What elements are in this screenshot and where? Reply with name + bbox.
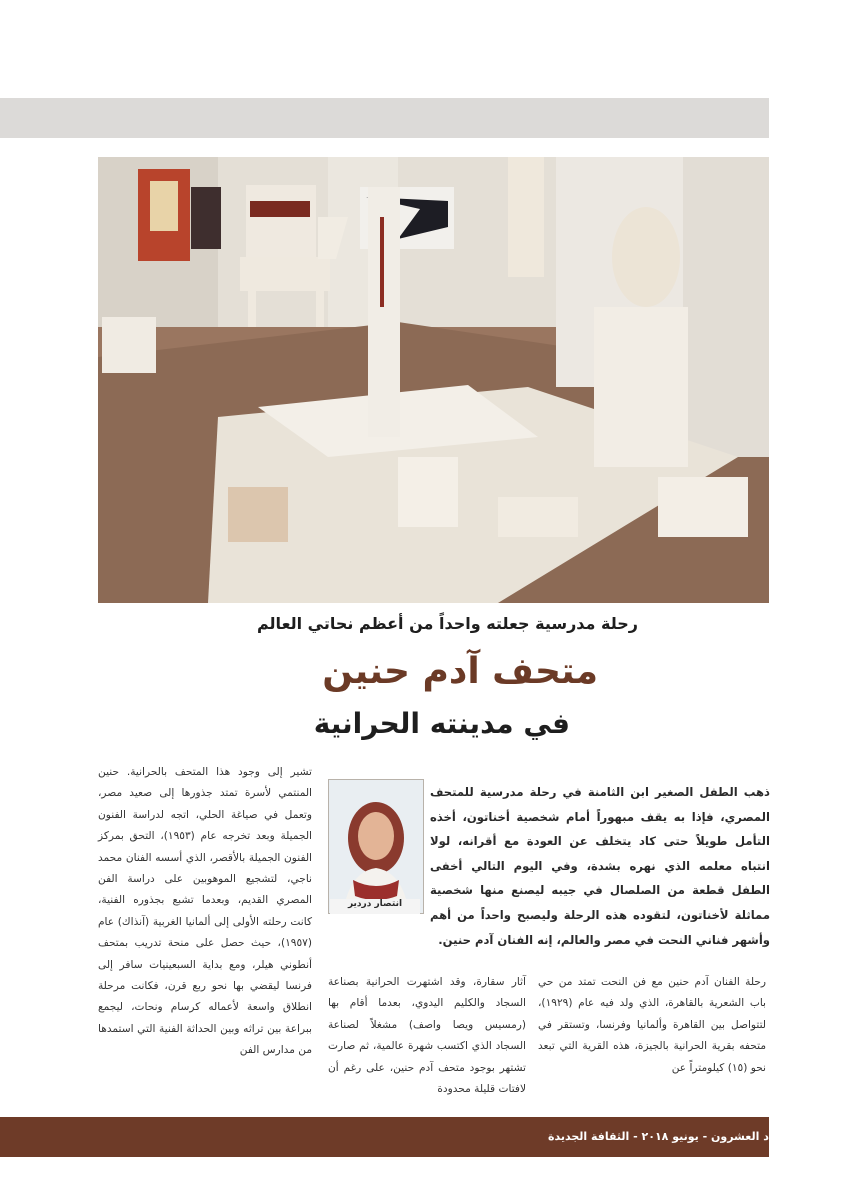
article-subtitle: في مدينته الحرانية — [313, 707, 570, 740]
body-column-left: تشير إلى وجود هذا المتحف بالحرانية. حنين المنتمي لأسرة تمتد جذورها إلى صعيد مصر، وتعمل في صياغة الحلي، اتجه لدراسة الفنون الجميلة وبعد تخرجه عام (١٩٥٣)، التحق بمركز الفنون الجميلة بالأقصر، الذي أسسه الفنان محمد ناجي، لتشجيع الموهوبين على دراسة الفن المصري القديم، وبعدما تشبع بجذوره الفنية، كانت رحلته الأولى إلى ألمانيا الغربية (آنذاك) عام (١٩٥٧)، حيث حصل على منحة تدريب بمتحف أنطوني هيلر، ومع بداية السبعينيات سافر إلى فرنسا ليقضي بها نحو ربع قرن، فكانت مرحلة انطلاق واسعة لأعماله كرسام ونحات، ليجمع ببراعة بين تراثه وبين الحداثة الفنية التي استمدها من مدارس الفن — [98, 766, 312, 1057]
lead-paragraph: ذهب الطفل الصغير ابن الثامنة في رحلة مدرسية للمتحف المصري، فإذا به يقف مبهوراً أمام شخصية أخناتون، أخذه التأمل طويلاً حتى كاد يتخلف عن العودة مع أقرانه، لولا انتباه معلمه الذي نهره بشدة، وفي اليوم التالي أخفى الطفل قطعة من الصلصال في جيبه ليصنع منها شخصية مماثلة لأخناتون، لتقوده هذه الرحلة وليصبح واحداً من أهم وأشهر فناني النحت في مصر والعالم، إنه الفنان آدم حنين. — [430, 785, 770, 947]
author-photo — [328, 779, 424, 914]
article-title: متحف آدم حنين — [322, 651, 598, 692]
footer-issue-info: ١٠٨ العدد العشرون - يونيو ٢٠١٨ - الثقافة الجديدة — [548, 1130, 814, 1143]
body-column-right: رحلة الفنان آدم حنين مع فن النحت تمتد من حي باب الشعرية بالقاهرة، الذي ولد فيه عام (١٩٢٩)، لتتواصل بين القاهرة وألمانيا وفرنسا، وتستقر في متحفه بقرية الحرانية بالجيزة، هذه القرية التي تبعد نحو (١٥) كيلومتراً عن — [538, 976, 766, 1074]
body-column-middle: آثار سقارة، وقد اشتهرت الحرانية بصناعة السجاد والكليم اليدوي، بعدما أقام بها (رمسيس ويصا واصف) مشغلاً لصناعة السجاد الذي اكتسب شهرة عالمية، ثم صارت تشتهر بوجود متحف آدم حنين، على رغم أن لافتات قليلة محدودة — [328, 976, 526, 1096]
author-name: انتصار دردير — [330, 899, 420, 914]
article-supertitle: رحلة مدرسية جعلته واحداً من أعظم نحاتي العالم — [257, 614, 638, 633]
top-decorative-band — [0, 98, 769, 138]
museum-hall-photo — [98, 157, 769, 603]
